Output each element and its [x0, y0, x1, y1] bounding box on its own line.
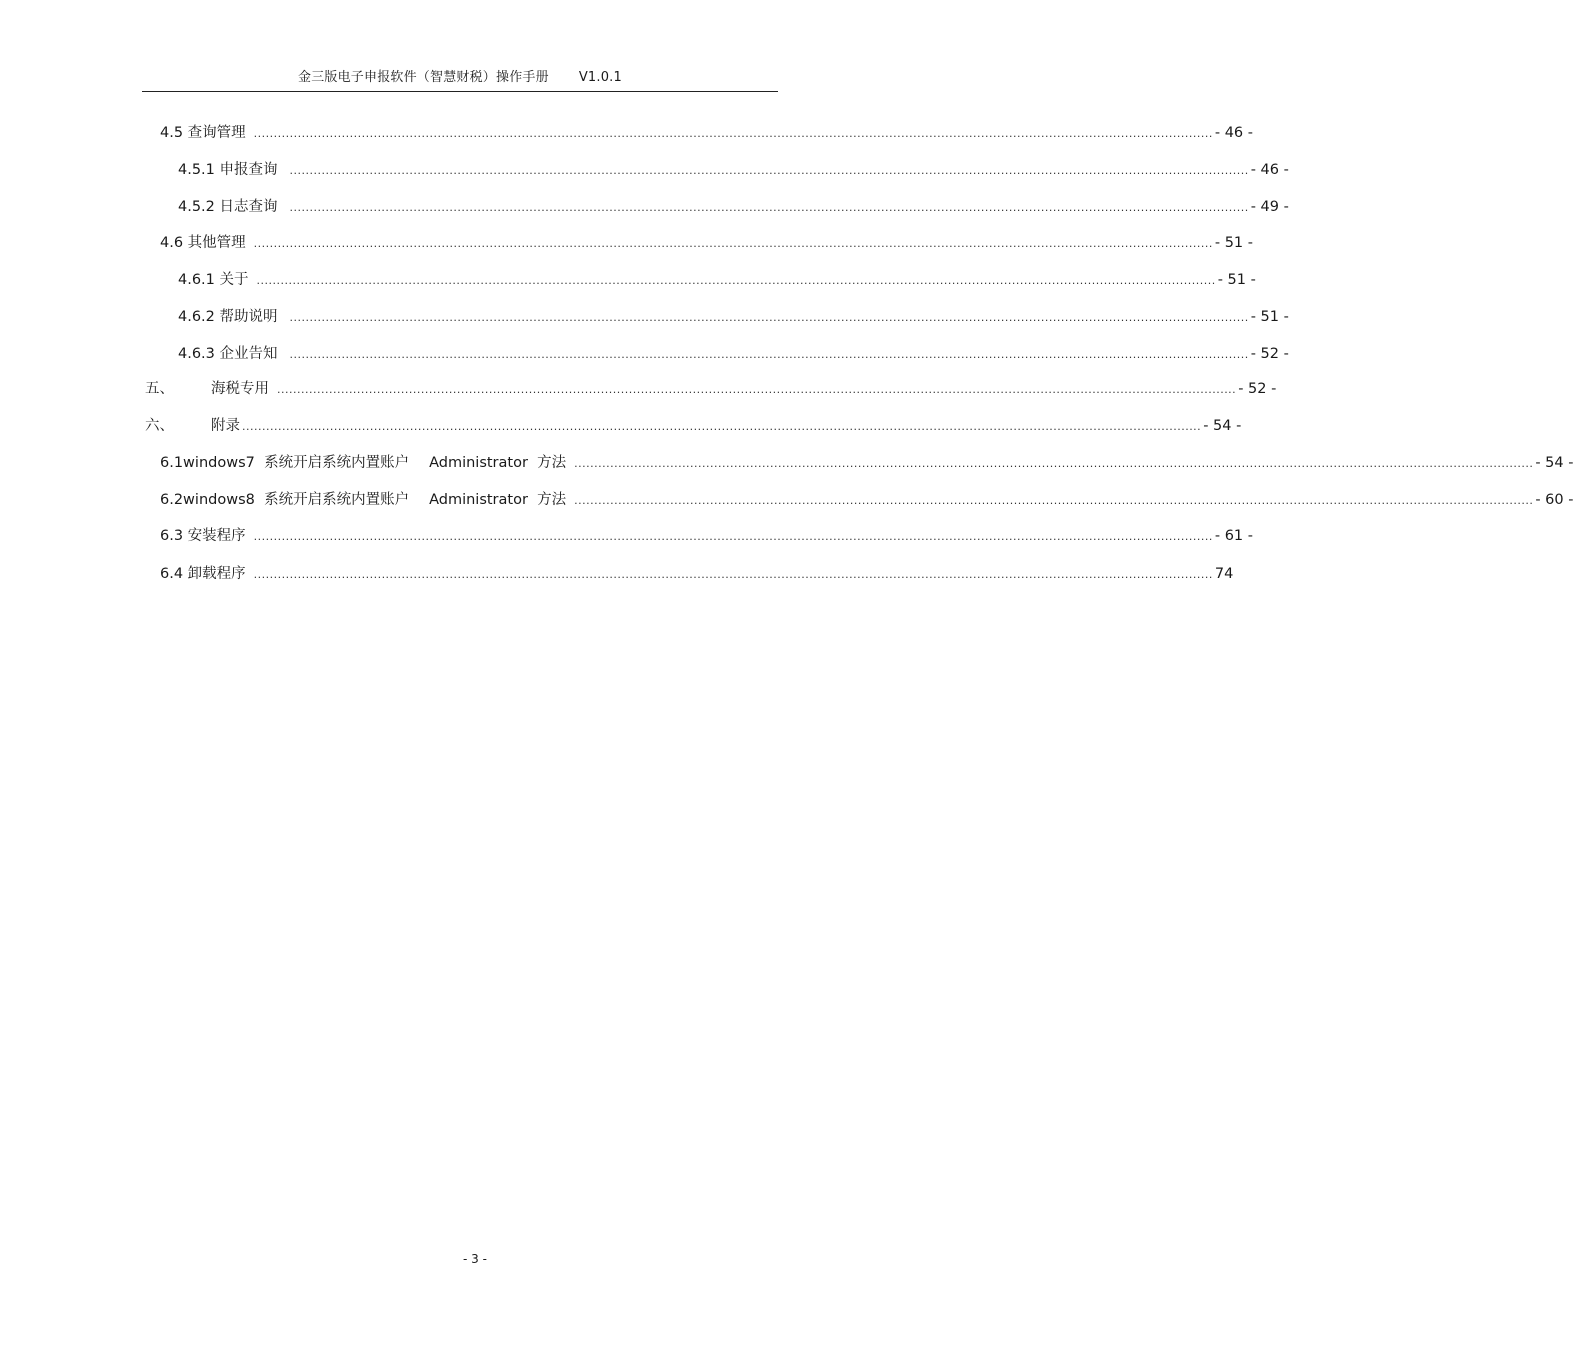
toc-entry-label: 海税专用	[211, 381, 269, 397]
toc-entry-label: 6.1windows7 系统开启系统内置账户	[160, 455, 410, 471]
toc-entry-label: 4.6.1 关于	[178, 272, 249, 288]
toc-entry-page: - 54 -	[1203, 418, 1242, 434]
toc-entry-label-continued: Administrator 方法	[429, 455, 567, 471]
toc-entry-label: 6.2windows8 系统开启系统内置账户	[160, 492, 410, 508]
toc-entry[interactable]	[145, 414, 1242, 438]
toc-entry-page: - 52 -	[1238, 381, 1277, 397]
toc-entry-page: - 60 -	[1535, 492, 1573, 508]
toc-entry-page: - 51 -	[1250, 309, 1289, 325]
toc-leader-dots: ................................................................................................................................................................................................................................................	[253, 237, 1213, 250]
toc-entry[interactable]	[160, 451, 1573, 475]
toc-entry[interactable]	[178, 305, 1289, 329]
toc-entry-page: - 46 -	[1250, 162, 1289, 178]
header-title: 金三版电子申报软件（智慧财税）操作手册	[298, 70, 549, 85]
toc-entry-page: - 54 -	[1535, 455, 1573, 471]
toc-leader-dots: ................................................................................................................................................................................................................................................	[253, 568, 1213, 581]
toc-entry[interactable]	[178, 268, 1256, 292]
page-number: - 3 -	[463, 1252, 487, 1266]
toc-leader-dots: ................................................................................................................................................................................................................................................	[277, 383, 1237, 396]
toc-leader-dots: ................................................................................................................................................................................................................................................	[289, 164, 1249, 177]
toc-entry-number: 五、	[145, 381, 174, 397]
toc-entry-page: 74	[1214, 566, 1234, 582]
toc-entry[interactable]	[178, 342, 1289, 366]
toc-entry[interactable]	[145, 377, 1277, 401]
toc-leader-dots: ................................................................................................................................................................................................................................................	[256, 274, 1216, 287]
toc-entry-label-continued: Administrator 方法	[429, 492, 567, 508]
toc-entry[interactable]	[160, 121, 1253, 145]
toc-entry-label: 4.5 查询管理	[160, 125, 246, 141]
toc-leader-dots: ................................................................................................................................................................................................................................................	[253, 530, 1213, 543]
toc-leader-dots: ................................................................................................................................................................................................................................................	[253, 127, 1213, 140]
toc-entry-label: 4.6.2 帮助说明	[178, 309, 278, 325]
toc-entry[interactable]	[160, 562, 1234, 586]
toc-entry-label: 4.5.2 日志查询	[178, 199, 278, 215]
toc-entry-label: 4.5.1 申报查询	[178, 162, 278, 178]
toc-leader-dots: ................................................................................................................................................................................................................................................	[289, 311, 1249, 324]
toc-entry-page: - 61 -	[1214, 528, 1253, 544]
toc-entry-number: 六、	[145, 418, 174, 434]
toc-entry-label: 6.3 安装程序	[160, 528, 246, 544]
toc-entry-label: 6.4 卸载程序	[160, 566, 246, 582]
toc-entry-page: - 51 -	[1217, 272, 1256, 288]
toc-entry[interactable]	[178, 158, 1289, 182]
toc-leader-dots: ................................................................................................................................................................................................................................................	[242, 420, 1202, 433]
toc-entry-page: - 51 -	[1214, 235, 1253, 251]
toc-entry[interactable]	[160, 231, 1253, 255]
toc-entry[interactable]	[160, 488, 1573, 512]
toc-entry-label: 4.6.3 企业告知	[178, 346, 278, 362]
header-rule	[142, 91, 778, 92]
running-header	[142, 66, 778, 85]
toc-leader-dots: ................................................................................................................................................................................................................................................	[574, 457, 1534, 470]
toc-entry[interactable]	[160, 524, 1253, 548]
toc-entry-label: 附录	[211, 418, 240, 434]
toc-entry-page: - 49 -	[1250, 199, 1289, 215]
toc-entry-page: - 52 -	[1250, 346, 1289, 362]
toc-entry-label: 4.6 其他管理	[160, 235, 246, 251]
header-version: V1.0.1	[578, 70, 622, 85]
toc-leader-dots: ................................................................................................................................................................................................................................................	[289, 348, 1249, 361]
toc-entry[interactable]	[178, 195, 1289, 219]
toc-entry-page: - 46 -	[1214, 125, 1253, 141]
toc-leader-dots: ................................................................................................................................................................................................................................................	[289, 201, 1249, 214]
toc-leader-dots: ................................................................................................................................................................................................................................................	[574, 494, 1534, 507]
